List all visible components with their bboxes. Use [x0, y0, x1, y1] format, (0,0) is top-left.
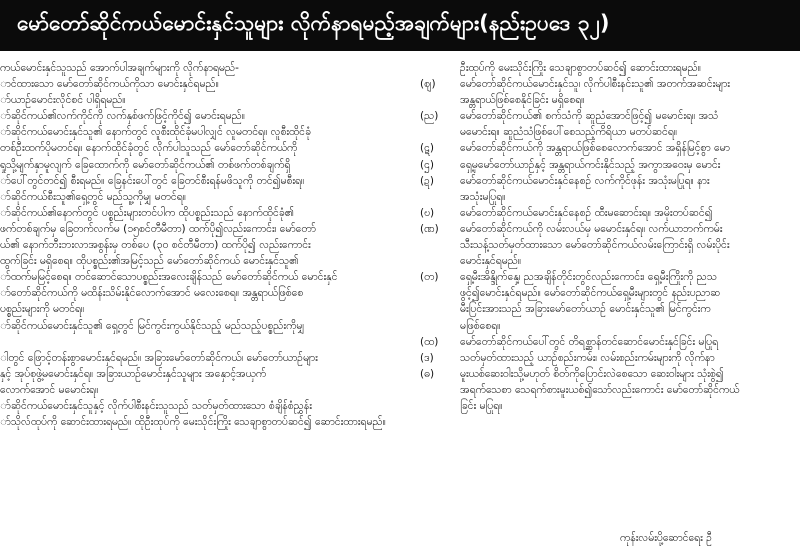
- rule-item-line: [420, 205, 800, 221]
- rule-item-line: [420, 382, 800, 398]
- left-text-line: ဖက်တစ်ချက်မှ ခြေတက်လက်မ (၁၅စင်တီမီတာ) ထက်ပို၍လည်းကောင်း၊ မော်တော်: [0, 222, 316, 235]
- rule-item-line: [420, 124, 800, 140]
- rule-item-number: [420, 60, 460, 76]
- rule-item-number: [420, 92, 460, 108]
- rule-item-text: မော်တော်ဆိုင်ကယ်ကို လမ်းလယ်မှ မမောင်းနှင်ရ။ လက်ယာဘက်ကမ်း: [460, 222, 723, 235]
- rule-item-line: [420, 76, 800, 92]
- rule-item-line: [420, 253, 800, 269]
- left-text-line: ယ်၏ နောက်ဘီးဘးလာအစွန်းမှ တစ်ပေ (၃၀ စင်တီမီတာ) ထက်ပို၍ လည်းကောင်း: [0, 239, 311, 252]
- rule-item-text: မော်တော်ဆိုင်ကယ်၏ စက်သံကို ဆူညံအောင်ဖြင့်၍ မမောင်းရ။ အသံ: [460, 110, 719, 123]
- rule-item-line: [420, 221, 800, 237]
- left-text-line: ါတွင် ဖြောင့်တန်းစွာမောင်းနှင်ရမည်။ အခြားမော်တော်ဆိုင်ကယ်၊ မော်တော်ယာဉ်များ: [0, 351, 318, 364]
- rule-item-text: မဖြစ်စေရ။: [460, 319, 501, 332]
- rule-item-text: မော်တော်ဆိုင်ကယ်မောင်းနှင်နေစဉ် ထီးမဆောင်းရ။ အမိုးတပ်ဆင်၍: [460, 206, 713, 219]
- rule-item-text: မော်တော်ဆိုင်ကယ်ကို အန္တရာယ်ဖြစ်စေလောက်အောင် အရှိန်မြင့်စွာ မော: [460, 142, 731, 155]
- rule-item-text: ရှေ့မှမော်တော်ယာဉ်နှင့် အန္တရာယ်ကင်းနိုင်သည့် အကွာအဝေးမှ မောင်း: [460, 158, 721, 171]
- left-text-line: ာ်ပေါ်တွင်တင်၍ စီးရမည်။ ခြေနင်းပေါ်တွင် ခြေတင်စီးရန်မဖိသူကို တင်၍မစီးရ။: [0, 174, 305, 187]
- rule-item-line: [420, 189, 800, 205]
- rule-item-line: [420, 285, 800, 301]
- rule-item-number: [420, 189, 460, 205]
- left-text-line: နှင့် အုပ်စုဖွဲ့မမောင်းနှင်ရ။ အခြားယာဉ်မောင်းနှင်သူများ အနှောင့်အယှက်: [0, 367, 267, 380]
- rule-item-line: [420, 350, 800, 366]
- rule-item-number: (ထ): [420, 335, 439, 348]
- left-text-line: ာ်ဆိုင်ကယ်မောင်းနှင်သူနှင့် လိုက်ပါစီးနင်းသူသည် သတ်မှတ်ထားသော စံချိန်စံညွှန်း: [0, 399, 312, 412]
- left-text-line: ာ်တော်ဆိုင်ကယ်ကို မထိန်းသိမ်းနိုင်လောက်အောင် မလေးစေရ။ အန္တရာယ်ဖြစ်စေ: [0, 287, 304, 300]
- left-text-line: ပစ္စည်းများကို မတင်ရ။: [0, 303, 85, 316]
- left-text-line: ာ်သိုလ်ထုပ်ကို ဆောင်းထားရမည်။ ထိုဦးထုပ်ကို မေးသိုင်းကြိုး သေချာစွာတပ်ဆင်၍ ဆောင်းထားရမည်။: [0, 416, 386, 429]
- rule-item-text: အသုံးမပြုရ။: [460, 190, 506, 203]
- rule-item-line: [420, 92, 800, 108]
- rule-item-number: (ဓ): [420, 367, 435, 380]
- rule-item-text: မူးယစ်ဆေးဝါးသို့မဟုတ် စိတ်ကိုပြောင်းလဲစေသော ဆေးဝါးများ သုံးစွဲ၍: [460, 367, 724, 380]
- rule-item-number: (တ): [420, 271, 439, 284]
- rule-item-text: မောင်းနှင်ရမည်။: [460, 255, 522, 268]
- left-text-line: ကယ်မောင်းနှင်သူသည် အောက်ပါအချက်များကို လိုက်နာရမည်-: [0, 62, 239, 74]
- left-text-line: ာင်ထားသော မော်တော်ဆိုင်ကယ်ကိုသာ မောင်းနှင်ရမည်။: [0, 78, 219, 91]
- right-column: [420, 60, 800, 540]
- rule-item-text: မီးပြင်းအားသည် အခြားမော်တော်ယာဉ် မောင်းနှင်သူ၏ မြင်ကွင်းက: [460, 303, 711, 316]
- page-title: မော်တော်ဆိုင်ကယ်မောင်းနှင်သူများ လိုက်နာရမည့်အချက်များ(နည်းဥပဒေ ၃၂): [17, 11, 610, 35]
- rule-item-text: မော်တော်ဆိုင်ကယ်မောင်းနှင်သူ၊ လိုက်ပါစီးနင်းသူ၏ အတက်အဆင်းများ: [460, 78, 730, 91]
- rule-item-number: (ဌ): [420, 158, 435, 171]
- left-text-line: တစ်ဦးထက်ပိုမတင်ရ။ နောက်ထိုင်ခုံတွင် လိုက်ပါသူသည် မော်တော်ဆိုင်ကယ်ကို: [0, 142, 298, 155]
- rule-item-number: (ဈ): [420, 78, 436, 91]
- rule-item-line: [420, 237, 800, 253]
- rule-item-text: အန္တရာယ်ဖြစ်စေနိုင်ခြင်း မရှိစေရ။: [460, 94, 585, 107]
- rule-item-number: (ဍ): [420, 174, 435, 187]
- left-text-line: လောက်အောင် မမောင်းရ။: [0, 383, 99, 396]
- left-text-line: ာ်ဆိုင်ကယ်မောင်းနှင်သူ၏ ရှေ့တွင် မြင်ကွင်းကွယ်နိုင်သည့် မည်သည့်ပစ္စည်းကိုမျှ: [0, 319, 305, 332]
- rule-item-number: [420, 124, 460, 140]
- rule-item-number: (ဋ): [420, 142, 435, 155]
- left-column: [0, 60, 392, 550]
- rule-item-text: အရက်သေစာ သေရက်စားမူးယစ်၍သော်လည်းကောင်း မော်တော်ဆိုင်ကယ်: [460, 383, 740, 396]
- rule-item-text: ခြင်း မပြုရ။: [460, 399, 503, 412]
- rule-item-text: ဖွင့်၍မောင်းနှင်ရမည်။ မော်တော်ဆိုင်ကယ်ရှေ့မီးများတွင် နည်းပညာဆ: [460, 287, 721, 300]
- rule-item-line: [420, 269, 800, 285]
- rule-item-number: [420, 237, 460, 253]
- rule-item-line: [420, 301, 800, 317]
- rule-item-number: [420, 253, 460, 269]
- rule-item-text: မော်တော်ဆိုင်ကယ်မောင်းနှင်နေစဉ် လက်ကိုင်ဖုန်း အသုံးမပြုရ။ နား: [460, 174, 710, 187]
- rule-item-number: [420, 285, 460, 301]
- rule-item-line: [420, 157, 800, 173]
- rule-item-line: [420, 318, 800, 334]
- left-text-line: ာ်ဆိုင်ကယ်စီးသူ၏ရှေ့တွင် မည်သူ့ကိုမျှ မတင်ရ။: [0, 190, 186, 203]
- rule-item-line: [420, 173, 800, 189]
- rule-item-line: [420, 334, 800, 350]
- rule-item-number: [420, 301, 460, 317]
- rule-item-text: သီးသန့်သတ်မှတ်ထားသော မော်တော်ဆိုင်ကယ်လမ်းကြောင်းရှိ လမ်းပိုင်း: [460, 239, 730, 252]
- signoff-text: ကုန်းလမ်းပို့ဆောင်ရေး ဦ: [620, 532, 713, 544]
- rule-item-line: [420, 366, 800, 382]
- left-text-line: ာ်ဆိုင်ကယ်၏လက်ကိုင်ကို လက်နှစ်ဖက်ဖြင့်ကိုင်၍ မောင်းရမည်။: [0, 110, 245, 123]
- left-text-line: ာ်ထက်မမြင့်စေရ။ တင်ဆောင်သောပစ္စည်းအလေးချိန်သည် မော်တော်ဆိုင်ကယ် မောင်းနှင်: [0, 271, 338, 284]
- rule-item-line: [420, 60, 800, 76]
- rule-item-number: (ဏ): [420, 222, 439, 235]
- rule-item-line: [420, 140, 800, 156]
- left-text-line: [0, 334, 392, 350]
- rule-item-number: [420, 382, 460, 398]
- rule-item-number: [420, 318, 460, 334]
- rule-item-number: (ဒ): [420, 351, 434, 364]
- rule-item-number: (ည): [420, 110, 439, 123]
- left-text-line: ာ်ဆိုင်ကယ်၏နောက်တွင် ပစ္စည်းများတင်ပါက ထိုပစ္စည်းသည် နောက်ထိုင်ခုံ၏: [0, 206, 295, 219]
- rule-item-text: ရှေ့မီးအိန္ဒိုက်နှေ့၊ ညအချိန်တိုင်းတွင်လည်းကောင်း၊ ရှေ့မီးကြိုးကို ညသ: [460, 271, 717, 284]
- rule-item-text: မမောင်းရ။ ဆူညံသံဖြစ်ပေါ်စေသည့်ကိရိယာ မတပ်ဆင်ရ။: [460, 126, 678, 139]
- title-banner: [0, 0, 800, 51]
- column-divider: [402, 60, 403, 530]
- left-text-line: ာ်ယာဉ်မောင်းလိုင်စင် ပါရှိရမည်။: [0, 94, 126, 107]
- left-text-line: ရှုသို့မျက်နှာမူလျက် ခြေထောက်ကို မော်တော်ဆိုင်ကယ်၏ တစ်ဖက်တစ်ချက်ရှိ: [0, 158, 291, 171]
- rule-item-text: သတ်မှတ်ထားသည့် ယာဉ်စည်းကမ်း၊ လမ်းစည်းကမ်းများကို လိုက်နာ: [460, 351, 715, 364]
- rule-item-text: ဦးထုပ်ကို မေးသိုင်းကြိုး သေချာစွာတပ်ဆင်၍ ဆောင်းထားရမည်။: [460, 62, 701, 74]
- rule-item-number: (ဎ): [420, 206, 435, 219]
- rule-item-number: [420, 398, 460, 414]
- rule-item-line: [420, 398, 800, 414]
- rule-item-text: မော်တော်ဆိုင်ကယ်ပေါ်တွင် တိရစ္ဆာန်တင်ဆောင်မောင်းနှင်ခြင်း မပြုရ: [460, 335, 719, 348]
- left-text-line: ာ်ဆိုင်ကယ်မောင်းနှင်သူ၏ နောက်တွင် လူစီးထိုင်ခုံမပါလျှင် လူမတင်ရ။ လူစီးထိုင်ခုံ: [0, 126, 311, 139]
- rule-item-line: [420, 108, 800, 124]
- left-text-line: ထွက်ခြင်း မရှိစေရ။ ထိုပစ္စည်း၏အမြင့်သည် မော်တော်ဆိုင်ကယ် မောင်းနှင်သူ၏: [0, 255, 299, 268]
